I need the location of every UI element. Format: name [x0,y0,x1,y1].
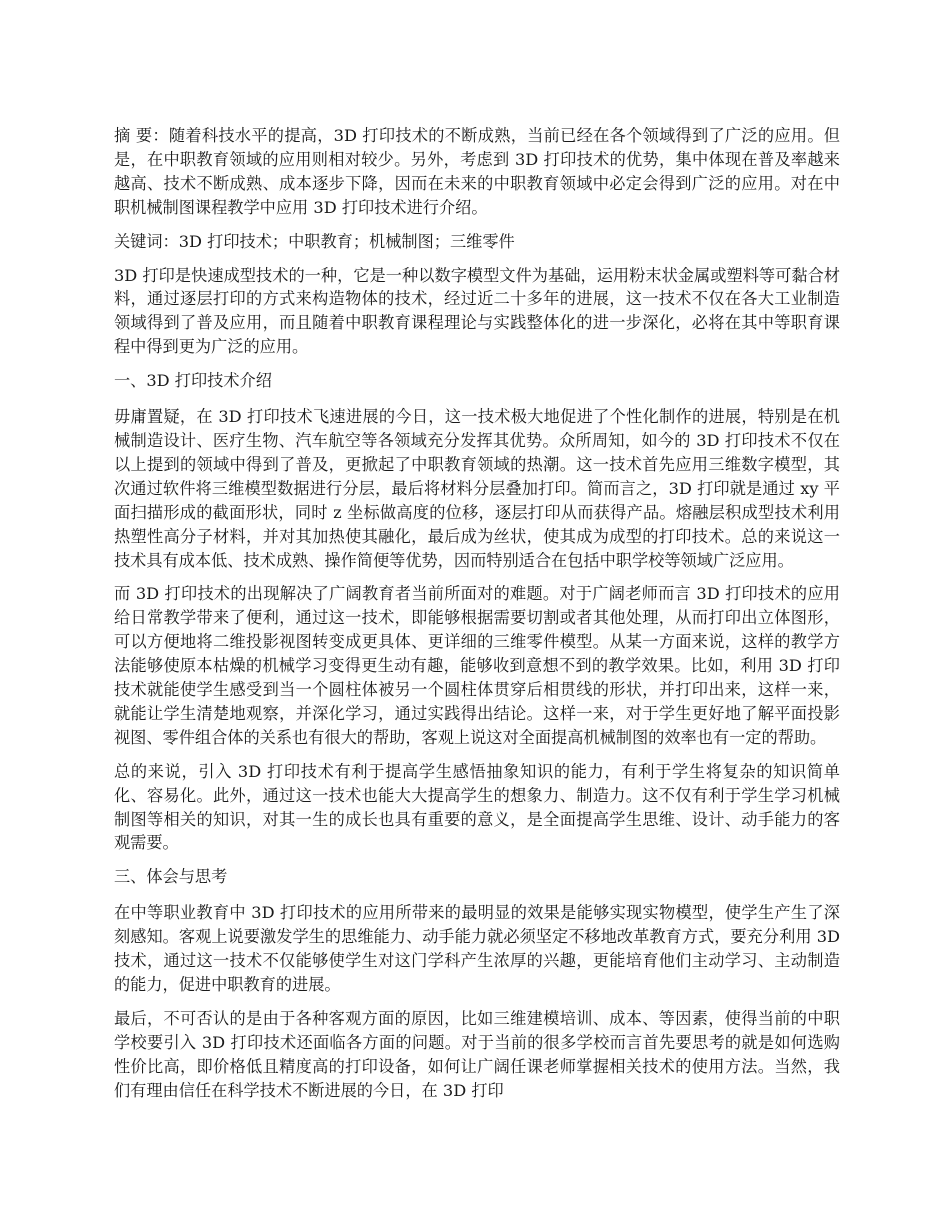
section3-paragraph-1: 在中等职业教育中 3D 打印技术的应用所带来的最明显的效果是能够实现实物模型，使学生产生了深刻感知。客观上说要激发学生的思维能力、动手能力就必须坚定不移地改革教育方式，要充分利用 3D 技术，通过这一技术不仅能够使学生对这门学科产生浓厚的兴趣，更能培育他们主动学习、主动制造的能力，促进中职教育的进展。 [114,903,840,994]
section1-paragraph-2: 而 3D 打印技术的出现解决了广阔教育者当前所面对的难题。对于广阔老师而言 3D 打印技术的应用给日常教学带来了便利，通过这一技术，即能够根据需要切割或者其他处理，从而打印出立体图形，可以方便地将二维投影视图转变成更具体、更详细的三维零件模型。从某一方面来说，这样的教学方法能够使原本枯燥的机械学习变得更生动有趣，能够收到意想不到的教学效果。比如，利用 3D 打印技术就能使学生感受到当一个圆柱体被另一个圆柱体贯穿后相贯线的形状，并打印出来，这样一来，就能让学生清楚地观察，并深化学习，通过实践得出结论。这样一来，对于学生更好地了解平面投影视图、零件组合体的关系也有很大的帮助，客观上说这对全面提高机械制图的效率也有一定的帮助。 [114,584,840,747]
intro-paragraph: 3D 打印是快速成型技术的一种，它是一种以数字模型文件为基础，运用粉末状金属或塑料等可黏合材料，通过逐层打印的方式来构造物体的技术，经过近二十多年的进展，这一技术不仅在各大工业制造领域得到了普及应用，而且随着中职教育课程理论与实践整体化的进一步深化，必将在其中等职育课程中得到更为广泛的应用。 [114,265,840,357]
section1-paragraph-3: 总的来说，引入 3D 打印技术有利于提高学生感悟抽象知识的能力，有利于学生将复杂的知识简单化、容易化。此外，通过这一技术也能大大提高学生的想象力、制造力。这不仅有利于学生学习机械制图等相关的知识，对其一生的成长也具有重要的意义，是全面提高学生思维、设计、动手能力的客观需要。 [114,761,840,853]
keywords-line: 关键词：3D 打印技术；中职教育；机械制图；三维零件 [114,231,515,251]
abstract-paragraph: 摘 要：随着科技水平的提高，3D 打印技术的不断成熟，当前已经在各个领域得到了广泛的应用。但是，在中职教育领域的应用则相对较少。另外，考虑到 3D 打印技术的优势，集中体现在普及率越来越高、技术不断成熟、成本逐步下降，因而在未来的中职教育领域中必定会得到广泛的应用。对在中职机械制图课程教学中应用 3D 打印技术进行介绍。 [114,126,840,217]
document-body [114,124,840,1113]
section3-paragraph-2: 最后，不可否认的是由于各种客观方面的原因，比如三维建模培训、成本、等因素，使得当前的中职学校要引入 3D 打印技术还面临各方面的问题。对于当前的很多学校而言首先要思考的就是如何选购性价比高，即价格低且精度高的打印设备，如何让广阔任课老师掌握相关技术的使用方法。当然，我们有理由信任在科学技术不断进展的今日，在 3D 打印 [114,1008,840,1100]
section-heading-3: 三、体会与思考 [114,867,228,887]
section1-paragraph-1: 毋庸置疑，在 3D 打印技术飞速进展的今日，这一技术极大地促进了个性化制作的进展，特别是在机械制造设计、医疗生物、汽车航空等各领域充分发挥其优势。众所周知，如今的 3D 打印技术不仅在以上提到的领域中得到了普及，更掀起了中职教育领域的热潮。这一技术首先应用三维数字模型，其次通过软件将三维模型数据进行分层，最后将材料分层叠加打印。简而言之，3D 打印就是通过 xy 平面扫描形成的截面形状，同时 z 坐标做高度的位移，逐层打印从而获得产品。熔融层积成型技术利用热塑性高分子材料，并对其加热使其融化，最后成为丝状，使其成为成型的打印技术。总的来说这一技术具有成本低、技术成熟、操作简便等优势，因而特别适合在包括中职学校等领域广泛应用。 [114,407,840,570]
section-heading-1: 一、3D 打印技术介绍 [114,371,272,391]
